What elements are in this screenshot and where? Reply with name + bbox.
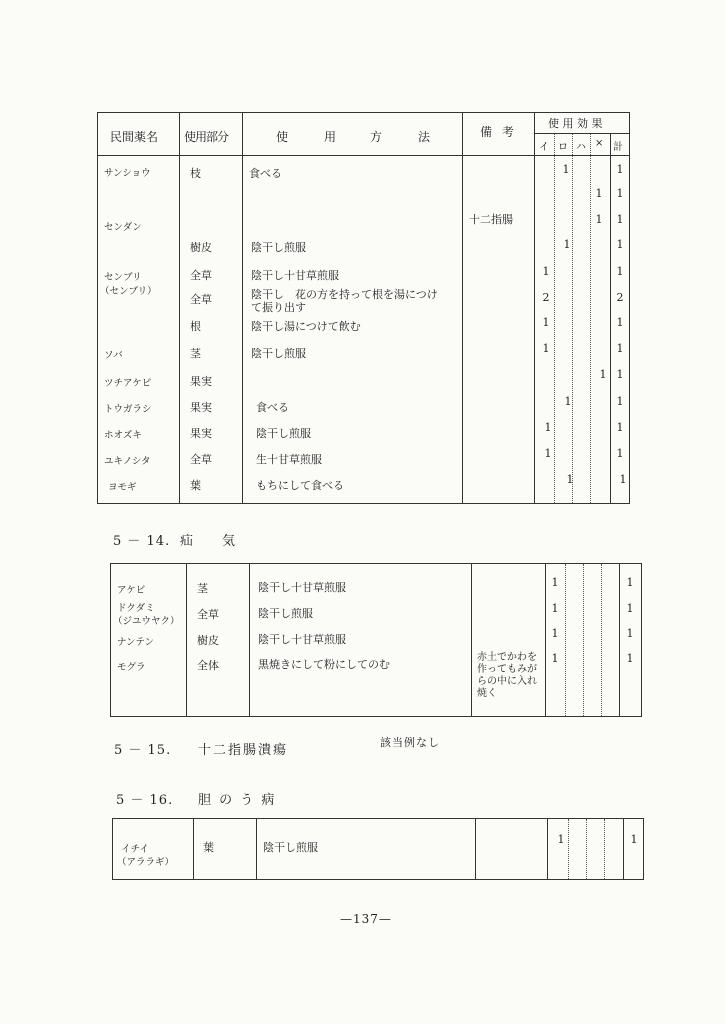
row-method-cont: て振り出す	[251, 301, 306, 314]
row-total: 1	[616, 421, 624, 434]
row-method: 陰干し煎服	[258, 607, 313, 620]
header-part: 使用部分	[184, 130, 229, 144]
row-total: 1	[616, 447, 624, 460]
row-name: ツチアケビ	[104, 378, 152, 389]
row-method: 陰干し十甘草煎服	[258, 581, 346, 594]
row-effect-i: 1	[551, 576, 559, 589]
row-name: サンショウ	[104, 168, 151, 179]
col-divider	[475, 819, 476, 879]
page-number: —137—	[340, 912, 392, 926]
row-name-cont: （ジユウヤク）	[113, 616, 180, 627]
row-effect-i: 1	[544, 421, 552, 434]
row-method: 食べる	[249, 167, 282, 180]
col-divider	[242, 113, 243, 503]
row-total: 1	[616, 163, 624, 176]
row-total: 1	[626, 602, 634, 615]
header-col-ro: ロ	[558, 142, 568, 153]
col-divider	[547, 819, 548, 879]
row-effect-x: 1	[599, 368, 607, 381]
col-divider	[568, 819, 569, 879]
row-total: 1	[616, 187, 624, 200]
gallbladder-remedy-table	[112, 818, 644, 880]
section-5-16-number: 5 － 16.	[116, 793, 174, 808]
row-method: 陰干し煎服	[263, 841, 318, 854]
row-total: 1	[626, 576, 634, 589]
section-5-16-title: 胆 の う 病	[198, 793, 277, 808]
col-divider	[256, 819, 257, 879]
col-divider	[610, 133, 611, 503]
col-divider	[249, 564, 250, 716]
row-effect-x: 1	[595, 213, 603, 226]
row-method: 陰干し煎服	[251, 241, 306, 254]
header-method-2: 用	[324, 130, 337, 144]
row-part: 全草	[190, 453, 212, 466]
row-effect-i: 1	[562, 163, 570, 176]
row-name: （センブリ）	[100, 286, 157, 297]
row-effect-i: 1	[542, 265, 550, 278]
header-effect: 使 用 効 果	[548, 117, 603, 130]
section-5-15-number: 5 － 15.	[114, 743, 172, 758]
row-part: 全草	[190, 269, 212, 282]
col-divider	[623, 819, 624, 879]
row-method: 陰干し 花の方を持って根を湯につけ	[251, 288, 438, 301]
header-col-ha: ハ	[576, 142, 586, 153]
row-effect-i: 2	[542, 291, 550, 304]
row-part: 葉	[203, 841, 214, 854]
col-divider	[462, 113, 463, 503]
col-divider	[619, 564, 620, 716]
col-divider	[586, 819, 587, 879]
main-remedy-table	[97, 112, 630, 504]
row-effect-ro: 1	[564, 395, 572, 408]
row-method: 陰干し煎服	[256, 427, 311, 440]
row-effect-i: 1	[544, 447, 552, 460]
row-effect-i: 1	[551, 627, 559, 640]
row-total: 1	[616, 395, 624, 408]
row-method: 生十甘草煎服	[256, 453, 322, 466]
row-total: 1	[626, 627, 634, 640]
header-method-3: 方	[370, 130, 383, 144]
col-divider	[545, 564, 546, 716]
row-total: 1	[630, 833, 638, 846]
row-part: 果実	[190, 375, 212, 388]
col-divider	[193, 819, 194, 879]
row-name: ユキノシタ	[104, 456, 151, 467]
row-effect-i: 1	[542, 342, 550, 355]
row-part: 茎	[190, 347, 201, 360]
header-remarks: 備 考	[480, 125, 517, 139]
col-divider	[565, 564, 566, 716]
row-name: センブリ	[104, 272, 142, 283]
row-total: 1	[616, 213, 624, 226]
header-divider	[98, 155, 629, 156]
row-part: 樹皮	[197, 634, 219, 647]
col-divider	[179, 113, 180, 503]
row-note: 十二指腸	[469, 213, 513, 226]
row-part: 根	[190, 320, 201, 333]
row-name: イチイ	[121, 844, 149, 855]
row-effect-x: 1	[595, 187, 603, 200]
header-col-i: イ	[539, 142, 549, 153]
section-5-15-title: 十二指腸潰瘍	[198, 743, 289, 758]
row-part: 樹皮	[190, 241, 212, 254]
row-method: 陰干し十甘草煎服	[251, 269, 339, 282]
row-name-cont: （アララギ）	[117, 857, 175, 868]
header-col-total: 計	[613, 142, 623, 153]
row-method: 陰干し湯につけて飲む	[251, 320, 361, 333]
row-effect-i: 1	[542, 316, 550, 329]
row-effect-ro: 1	[566, 473, 574, 486]
row-name: モグラ	[117, 662, 146, 673]
row-effect-i: 1	[551, 652, 559, 665]
row-part: 茎	[197, 582, 208, 595]
section-5-14-number: 5 － 14.	[113, 534, 171, 549]
row-total: 1	[616, 238, 624, 251]
col-divider	[186, 564, 187, 716]
row-name: ホオズキ	[104, 430, 142, 441]
row-name: アケビ	[117, 585, 146, 596]
row-effect-i: 1	[551, 602, 559, 615]
row-total: 1	[616, 368, 624, 381]
row-effect-ro: 1	[563, 238, 571, 251]
col-divider	[471, 564, 472, 716]
header-col-x: ×	[595, 138, 604, 149]
row-name: ソバ	[104, 350, 123, 361]
header-method-4: 法	[418, 130, 431, 144]
row-part: 葉	[190, 479, 201, 492]
row-name: センダン	[104, 222, 142, 233]
row-effect-ro: 1	[557, 833, 565, 846]
row-part: 枝	[190, 167, 201, 180]
row-total: 1	[616, 316, 624, 329]
row-part: 全草	[190, 293, 212, 306]
row-name: トウガラシ	[104, 404, 152, 415]
col-divider	[583, 564, 584, 716]
effect-header-divider	[534, 133, 629, 134]
row-part: 果実	[190, 401, 212, 414]
col-divider	[534, 113, 535, 503]
header-name: 民間薬名	[110, 130, 159, 144]
col-divider	[590, 133, 591, 503]
row-method: もちにして食べる	[256, 479, 344, 492]
section-5-14-title: 疝 気	[180, 534, 237, 549]
row-total: 1	[619, 473, 627, 486]
row-method: 食べる	[256, 401, 289, 414]
hernia-remedy-table	[110, 563, 642, 717]
row-total: 1	[616, 342, 624, 355]
col-divider	[601, 564, 602, 716]
row-method: 陰干し煎服	[251, 347, 306, 360]
row-name: ヨモギ	[108, 482, 137, 493]
header-method-1: 使	[276, 130, 289, 144]
section-5-15-remark: 該当例なし	[380, 736, 440, 749]
row-total: 1	[616, 265, 624, 278]
row-part: 全草	[197, 608, 219, 621]
col-divider	[572, 133, 573, 503]
col-divider	[604, 819, 605, 879]
row-note: 赤土でかわを作ってもみがらの中に入れ焼く	[477, 652, 537, 699]
row-part: 果実	[190, 427, 212, 440]
row-method: 陰干し十甘草煎服	[258, 633, 346, 646]
row-name: ナンテン	[117, 637, 155, 648]
row-part: 全体	[197, 659, 219, 672]
row-total: 2	[616, 291, 624, 304]
row-name: ドクダミ	[117, 603, 155, 614]
row-total: 1	[626, 652, 634, 665]
row-method: 黒焼きにして粉にしてのむ	[258, 658, 390, 671]
